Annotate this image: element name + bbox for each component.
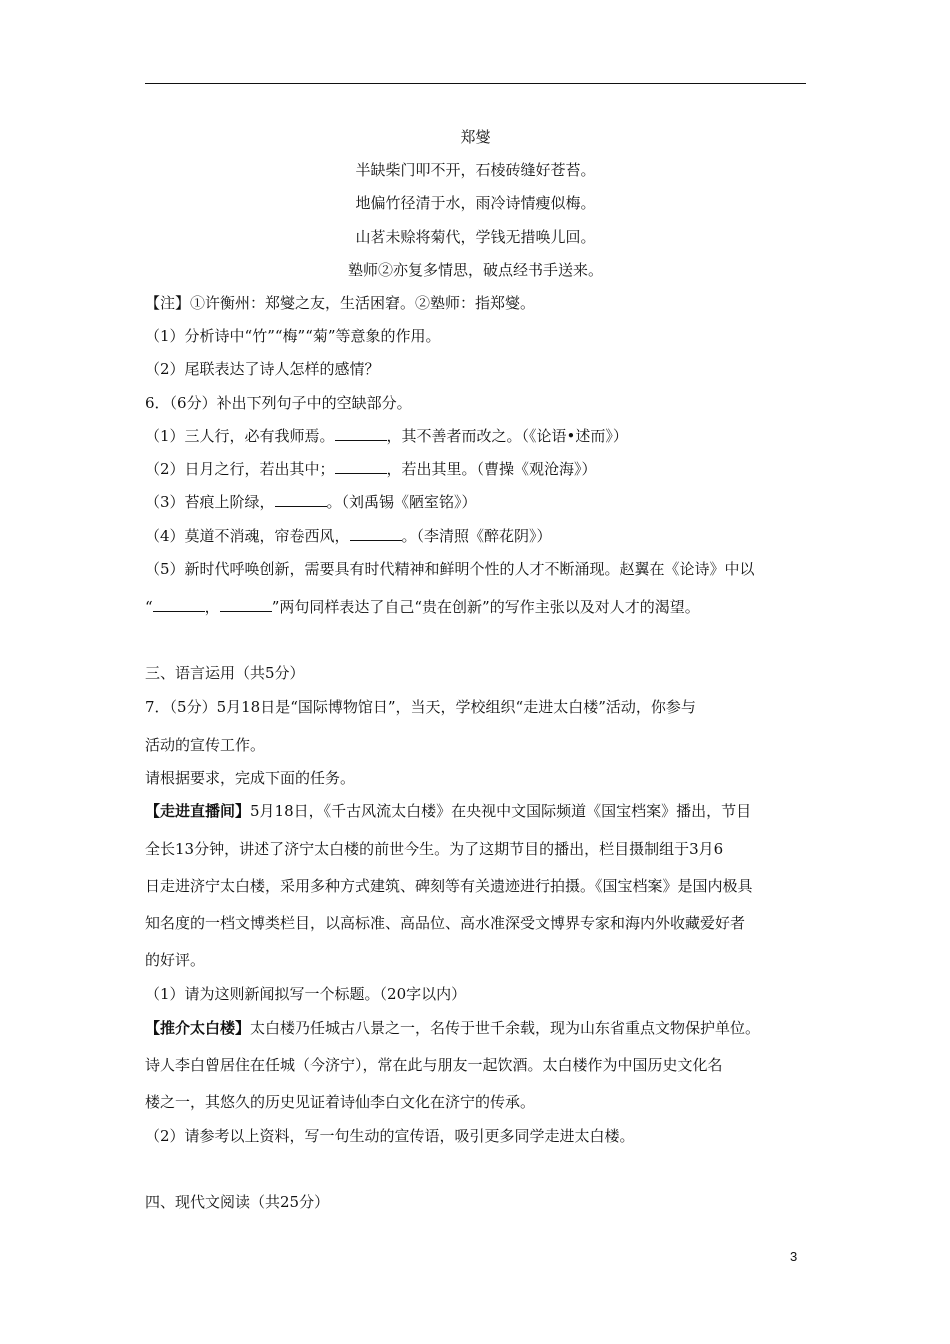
poem-note: 【注】①许衡州：郑燮之友，生活困窘。②塾师：指郑燮。 <box>145 294 536 312</box>
q7-intro-heading: 【推介太白楼】 <box>145 1019 251 1037</box>
answer-blank <box>153 597 205 612</box>
answer-blank <box>220 597 272 612</box>
q6-item-4 <box>145 526 806 546</box>
q7-subquestion-2: （2）请参考以上资料，写一句生动的宣传语，吸引更多同学走进太白楼。 <box>145 1127 635 1145</box>
q7-live-para-4: 知名度的一档文博类栏目，以高标准、高品位、高水准深受文博界专家和海内外收藏爱好者 <box>145 914 746 932</box>
q6-item-3 <box>145 492 806 512</box>
answer-blank <box>335 426 387 441</box>
q7-live-para-5: 的好评。 <box>145 951 206 969</box>
q7-line-2: 活动的宣传工作。 <box>145 736 266 754</box>
poem-line-2: 地偏竹径清于水，雨冷诗情瘦似梅。 <box>355 194 596 212</box>
q7-live-para-3: 日走进济宁太白楼，采用多种方式建筑、碑刻等有关遗迹进行拍摄。《国宝档案》是国内极具 <box>145 877 753 895</box>
q6-item-4-after: 。（李清照《醉花阴》） <box>401 527 552 545</box>
q7-line-3: 请根据要求，完成下面的任务。 <box>145 769 356 787</box>
q7-intro-text-1: 太白楼乃任城古八景之一，名传于世千余载，现为山东省重点文物保护单位。 <box>250 1019 761 1037</box>
poem-question-1: （1）分析诗中“竹”“梅”“菊”等意象的作用。 <box>145 327 441 345</box>
q6-item-5-after: ”两句同样表达了自己“贵在创新”的写作主张以及对人才的渴望。 <box>271 598 700 616</box>
q7-subquestion-1: （1）请为这则新闻拟写一个标题。（20字以内） <box>145 985 467 1003</box>
poem-line-1: 半缺柴门叩不开，石棱砖缝好苍苔。 <box>355 161 596 179</box>
poem-line-4: 塾师②亦复多情思，破点经书手送来。 <box>347 261 603 279</box>
q7-line-1: 7．（5分）5月18日是“国际博物馆日”，当天，学校组织“走进太白楼”活动，你参与 <box>145 698 696 716</box>
q6-item-5-open-quote: “ <box>145 598 153 616</box>
q7-intro-para-2: 诗人李白曾居住在任城（今济宁），常在此与朋友一起饮酒。太白楼作为中国历史文化名 <box>145 1056 723 1074</box>
section-4-heading: 四、现代文阅读（共25分） <box>145 1193 330 1211</box>
q6-item-1-after: ，其不善者而改之。（《论语•述而》） <box>386 427 628 445</box>
section-3-heading: 三、语言运用（共5分） <box>145 664 305 682</box>
q7-intro-para-3: 楼之一，其悠久的历史见证着诗仙李白文化在济宁的传承。 <box>145 1093 536 1111</box>
page-number: 3 <box>790 1249 798 1264</box>
header-rule <box>145 83 806 84</box>
q6-item-2-before: （2）日月之行，若出其中； <box>145 460 335 478</box>
q6-item-3-after: 。（刘禹锡《陋室铭》） <box>326 493 477 511</box>
poem-question-2: （2）尾联表达了诗人怎样的感情？ <box>145 360 380 378</box>
q7-live-para-2: 全长13分钟，讲述了济宁太白楼的前世今生。为了这期节目的播出，栏目摄制组于3月6 <box>145 840 724 858</box>
q6-item-5-comma: ， <box>204 598 220 616</box>
poem-line-3: 山茗未赊将菊代，学钱无措唤儿回。 <box>355 228 596 246</box>
q7-live-para-1 <box>145 801 806 821</box>
q6-item-2-after: ，若出其里。（曹操《观沧海》） <box>386 460 597 478</box>
q6-item-3-before: （3）苔痕上阶绿， <box>145 493 275 511</box>
q7-live-text-1: 5月18日，《千古风流太白楼》在央视中文国际频道《国宝档案》播出，节目 <box>250 802 752 820</box>
q6-heading: 6．（6分）补出下列句子中的空缺部分。 <box>145 394 412 412</box>
q7-live-heading: 【走进直播间】 <box>145 802 251 820</box>
answer-blank <box>275 492 327 507</box>
q6-item-2 <box>145 459 806 479</box>
answer-blank <box>335 459 387 474</box>
poem-author: 郑燮 <box>460 128 491 146</box>
q7-intro-para-1 <box>145 1018 806 1038</box>
q6-item-1 <box>145 426 806 446</box>
q6-item-5-blanks <box>145 597 806 617</box>
q6-item-1-before: （1）三人行，必有我师焉。 <box>145 427 335 445</box>
answer-blank <box>350 526 402 541</box>
q6-item-5: （5）新时代呼唤创新，需要具有时代精神和鲜明个性的人才不断涌现。赵翼在《论诗》中以 <box>145 560 755 578</box>
q6-item-4-before: （4）莫道不消魂，帘卷西风， <box>145 527 350 545</box>
